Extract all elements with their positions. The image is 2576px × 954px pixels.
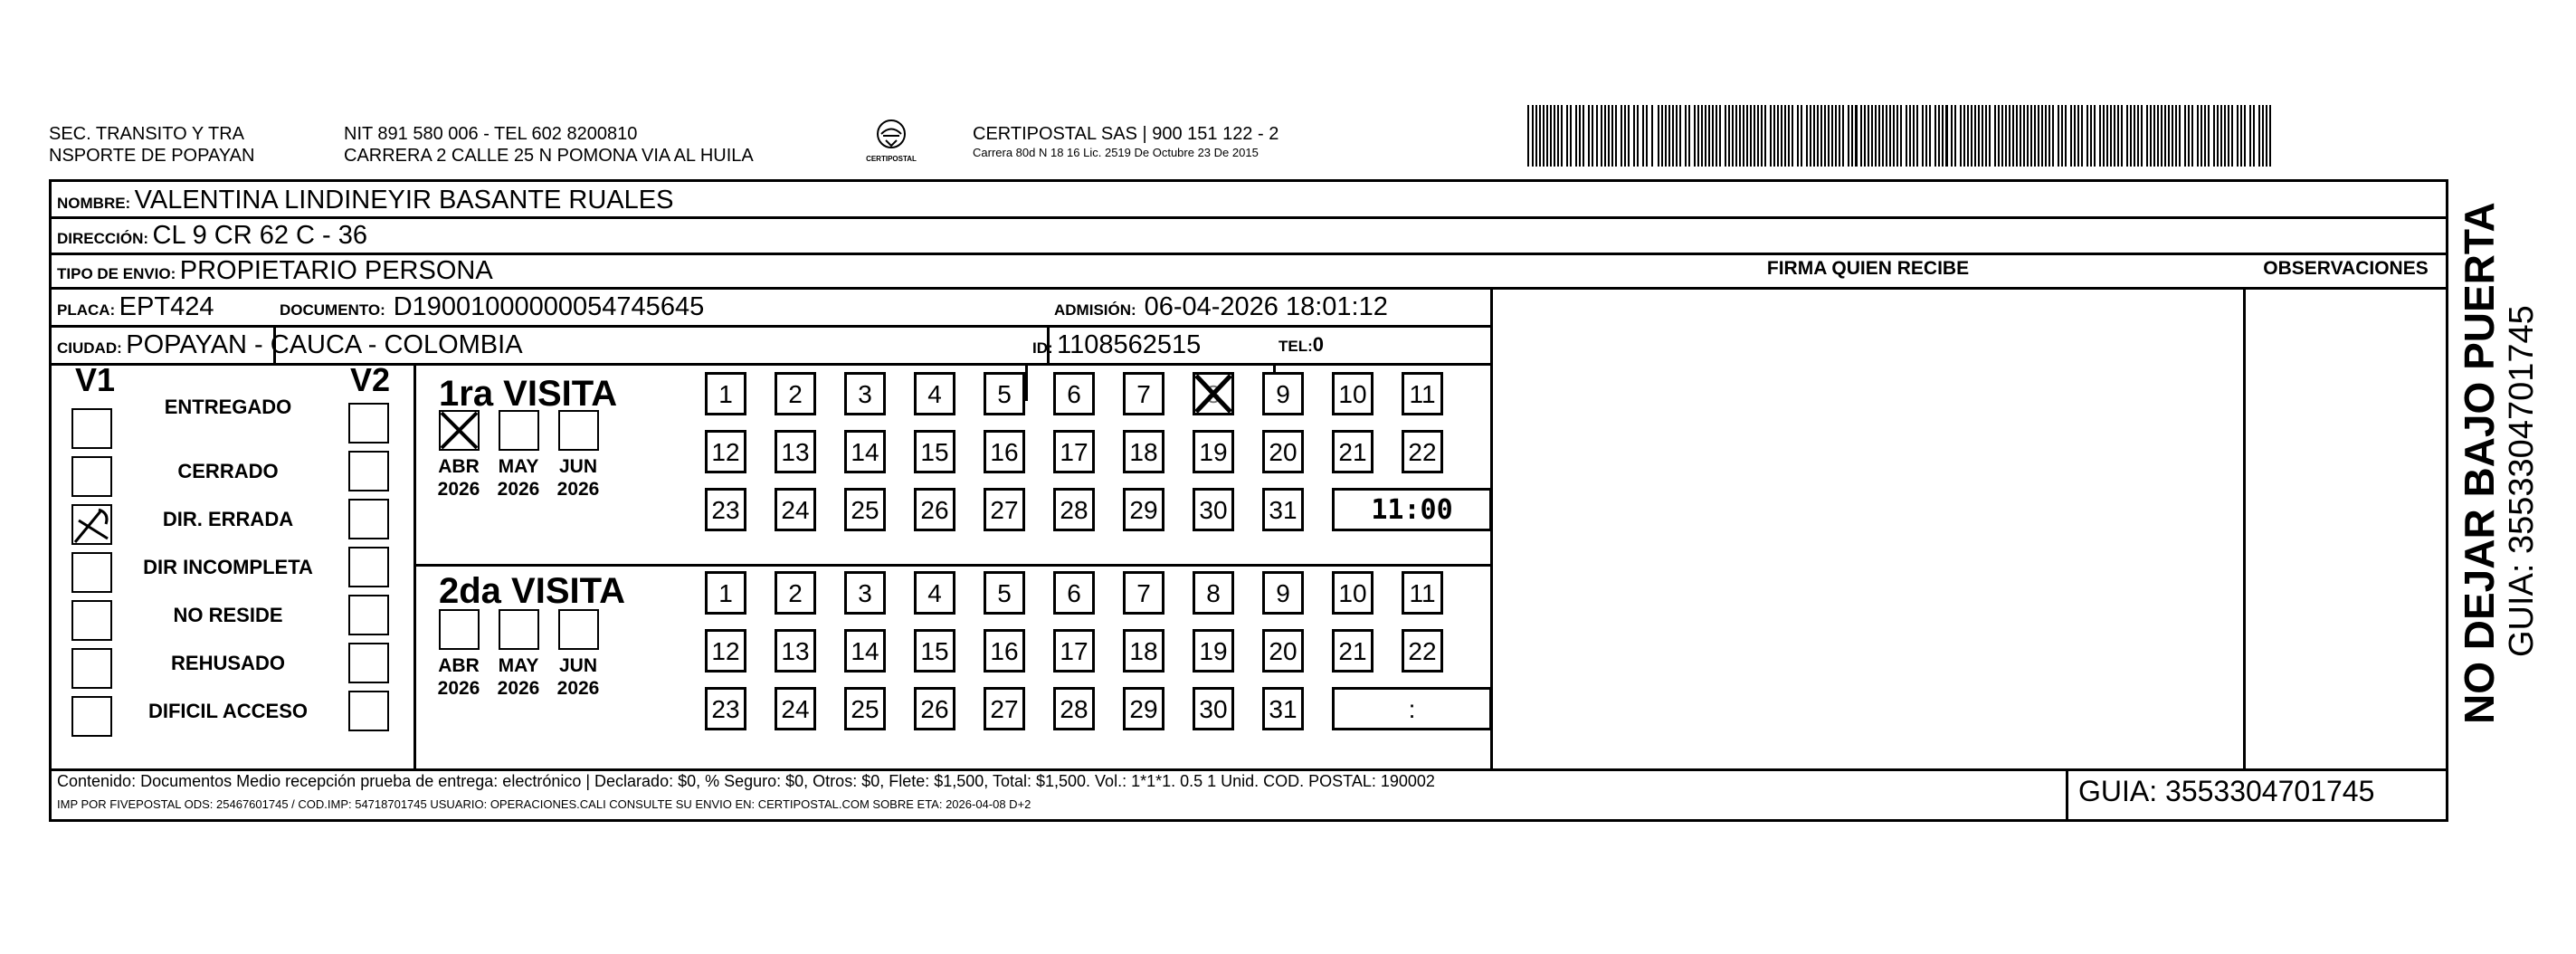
- tel-row: [1278, 329, 1324, 363]
- visit1-day-18[interactable]: 18: [1123, 430, 1164, 473]
- visit1-month-checkbox-may[interactable]: [499, 410, 539, 451]
- document-row: [280, 291, 704, 327]
- visit2-day-7[interactable]: 7: [1123, 571, 1164, 615]
- city-row: [57, 329, 523, 365]
- company-line: CERTIPOSTAL SAS | 900 151 122 - 2: [973, 124, 1279, 144]
- barcode: [1527, 105, 2271, 167]
- visit2-day-10[interactable]: 10: [1332, 571, 1374, 615]
- visit2-day-17[interactable]: 17: [1053, 629, 1095, 673]
- v2-checkbox-dificil-acceso[interactable]: [348, 691, 389, 731]
- status-label-dificil-acceso: DIFICIL ACCESO: [147, 700, 308, 722]
- v2-checkbox-rehusado[interactable]: [348, 643, 389, 683]
- v2-checkbox-dir-errada[interactable]: [348, 499, 389, 539]
- company-info: [973, 123, 1278, 161]
- visit2-day-5[interactable]: 5: [984, 571, 1025, 615]
- visit2-day-14[interactable]: 14: [844, 629, 886, 673]
- visit2-day-3[interactable]: 3: [844, 571, 886, 615]
- visit2-year-label: 2026: [497, 678, 540, 699]
- shipment-type: PROPIETARIO PERSONA: [179, 256, 493, 285]
- tel-value: 0: [1312, 333, 1325, 356]
- visit2-day-12[interactable]: 12: [705, 629, 746, 673]
- visit1-year-label: 2026: [437, 479, 480, 500]
- visit1-year-label: 2026: [497, 479, 540, 500]
- visit2-day-21[interactable]: 21: [1332, 629, 1374, 673]
- visit1-day-20[interactable]: 20: [1262, 430, 1304, 473]
- visit1-day-1[interactable]: 1: [705, 372, 746, 415]
- sender-line-1: SEC. TRANSITO Y TRA: [49, 124, 244, 144]
- check-mark-icon: [71, 504, 112, 545]
- side-notice: NO DEJAR BAJO PUERTA: [2456, 202, 2503, 724]
- visit1-day-26[interactable]: 26: [914, 488, 955, 531]
- recipient-address: CL 9 CR 62 C - 36: [152, 221, 367, 250]
- visit2-month-may: [490, 654, 547, 700]
- visit2-year-label: 2026: [437, 678, 480, 699]
- city-label: CIUDAD:: [57, 339, 122, 357]
- visit1-day-19[interactable]: 19: [1193, 430, 1234, 473]
- visit1-day-4[interactable]: 4: [914, 372, 955, 415]
- id-row: [1032, 329, 1201, 365]
- visit2-day-11[interactable]: 11: [1402, 571, 1443, 615]
- visit1-day-27[interactable]: 27: [984, 488, 1025, 531]
- visit2-title: 2da VISITA: [439, 571, 625, 611]
- name-row: [57, 185, 673, 220]
- svg-text:CERTIPOSTAL: CERTIPOSTAL: [866, 155, 917, 163]
- visit1-day-22[interactable]: 22: [1402, 430, 1443, 473]
- visit1-day-11[interactable]: 11: [1402, 372, 1443, 415]
- type-row: [57, 255, 493, 291]
- visit1-month-label: JUN: [558, 456, 597, 477]
- visit2-day-18[interactable]: 18: [1123, 629, 1164, 673]
- type-label: TIPO DE ENVIO:: [57, 265, 176, 282]
- footer-guia: GUIA: 3553304701745: [2078, 775, 2375, 807]
- visit1-day-7[interactable]: 7: [1123, 372, 1164, 415]
- sender-contact: [344, 123, 754, 167]
- visit2-day-22[interactable]: 22: [1402, 629, 1443, 673]
- visit1-day-23[interactable]: 23: [705, 488, 746, 531]
- address-line: CARRERA 2 CALLE 25 N POMONA VIA AL HUILA: [344, 146, 754, 166]
- visit2-day-19[interactable]: 19: [1193, 629, 1234, 673]
- visit1-day-24[interactable]: 24: [775, 488, 816, 531]
- status-label-dir-incompleta: DIR INCOMPLETA: [143, 556, 313, 578]
- visit2-day-30[interactable]: 30: [1193, 687, 1234, 730]
- status-label-cerrado: CERRADO: [177, 460, 279, 482]
- visit1-day-28[interactable]: 28: [1053, 488, 1095, 531]
- visit2-month-label: JUN: [558, 655, 597, 676]
- v2-checkbox-cerrado[interactable]: [348, 451, 389, 491]
- visit2-day-13[interactable]: 13: [775, 629, 816, 673]
- signature-header: FIRMA QUIEN RECIBE: [1766, 258, 1970, 279]
- visit2-month-checkbox-may[interactable]: [499, 609, 539, 650]
- admission-row: [1054, 291, 1388, 327]
- delivery-form: [49, 179, 2448, 822]
- visit2-day-4[interactable]: 4: [914, 571, 955, 615]
- visit2-day-29[interactable]: 29: [1123, 687, 1164, 730]
- visit1-month-label: ABR: [438, 456, 480, 477]
- admission-label: ADMISIÓN:: [1054, 301, 1136, 319]
- v1-checkbox-no-reside[interactable]: [71, 600, 112, 641]
- document-label: DOCUMENTO:: [280, 301, 385, 319]
- visit2-month-jun: [549, 654, 607, 700]
- v2-checkbox-dir-incompleta[interactable]: [348, 547, 389, 587]
- recipient-name: VALENTINA LINDINEYIR BASANTE RUALES: [134, 186, 674, 215]
- visit1-year-label: 2026: [556, 479, 600, 500]
- address-row: [57, 220, 367, 255]
- certipostal-logo: [846, 116, 936, 170]
- name-label: NOMBRE:: [57, 195, 131, 212]
- nit-line: NIT 891 580 006 - TEL 602 8200810: [344, 124, 638, 144]
- visit1-day-10[interactable]: 10: [1332, 372, 1374, 415]
- footer-print-info: IMP POR FIVEPOSTAL ODS: 25467601745 / COD.IMP: 54718701745 USUARIO: OPERACIONES.CALI CONSULTE SU ENVIO EN: CERTIPOSTAL.COM SOBRE ETA: 2026-04-08 D+2: [57, 797, 1031, 811]
- visit2-day-27[interactable]: 27: [984, 687, 1025, 730]
- visit1-day-8[interactable]: 8: [1193, 372, 1234, 415]
- address-label: DIRECCIÓN:: [57, 230, 149, 247]
- city-value: POPAYAN - CAUCA - COLOMBIA: [126, 330, 523, 359]
- visit2-day-15[interactable]: 15: [914, 629, 955, 673]
- status-label-entregado: ENTREGADO: [164, 396, 292, 418]
- visit1-month-abr: [430, 455, 488, 501]
- visit1-day-9[interactable]: 9: [1262, 372, 1304, 415]
- visit1-time-field[interactable]: 11:00: [1332, 488, 1492, 531]
- visit1-day-3[interactable]: 3: [844, 372, 886, 415]
- visit2-day-28[interactable]: 28: [1053, 687, 1095, 730]
- visit1-day-12[interactable]: 12: [705, 430, 746, 473]
- visit2-time-field[interactable]: :: [1332, 687, 1492, 730]
- visit2-day-16[interactable]: 16: [984, 629, 1025, 673]
- visit2-day-23[interactable]: 23: [705, 687, 746, 730]
- v2-header: V2: [350, 361, 391, 398]
- visit2-day-31[interactable]: 31: [1262, 687, 1304, 730]
- v1-checkbox-dir-errada[interactable]: [71, 504, 112, 545]
- plate-value: EPT424: [119, 292, 214, 321]
- id-label: ID:: [1032, 339, 1053, 357]
- admission-value: 06-04-2026 18:01:12: [1144, 292, 1388, 321]
- visit1-day-6[interactable]: 6: [1053, 372, 1095, 415]
- x-mark-icon: [439, 410, 480, 451]
- visit1-day-5[interactable]: 5: [984, 372, 1025, 415]
- visit1-day-30[interactable]: 30: [1193, 488, 1234, 531]
- visit2-year-label: 2026: [556, 678, 600, 699]
- visit2-day-2[interactable]: 2: [775, 571, 816, 615]
- visit2-month-label: MAY: [498, 655, 539, 676]
- v1-checkbox-dir-incompleta[interactable]: [71, 552, 112, 593]
- sender-name: [49, 123, 254, 167]
- v1-checkbox-dificil-acceso[interactable]: [71, 696, 112, 737]
- visit1-day-14[interactable]: 14: [844, 430, 886, 473]
- status-label-dir-errada: DIR. ERRADA: [162, 508, 294, 530]
- visit2-day-1[interactable]: 1: [705, 571, 746, 615]
- visit1-month-checkbox-jun[interactable]: [558, 410, 599, 451]
- visit2-month-checkbox-jun[interactable]: [558, 609, 599, 650]
- visit1-day-21[interactable]: 21: [1332, 430, 1374, 473]
- visit1-title: 1ra VISITA: [439, 374, 618, 414]
- v1-checkbox-cerrado[interactable]: [71, 456, 112, 497]
- v2-checkbox-no-reside[interactable]: [348, 595, 389, 635]
- v2-checkbox-entregado[interactable]: [348, 403, 389, 444]
- observations-header: OBSERVACIONES: [2263, 258, 2429, 279]
- visit1-month-checkbox-abr[interactable]: [439, 410, 480, 451]
- visit2-month-checkbox-abr[interactable]: [439, 609, 480, 650]
- id-value: 1108562515: [1057, 330, 1202, 359]
- visit2-month-abr: [430, 654, 488, 700]
- v1-checkbox-entregado[interactable]: [71, 408, 112, 449]
- plate-label: PLACA:: [57, 301, 116, 319]
- visit1-day-17[interactable]: 17: [1053, 430, 1095, 473]
- visit1-day-25[interactable]: 25: [844, 488, 886, 531]
- visit1-day-13[interactable]: 13: [775, 430, 816, 473]
- visit1-month-label: MAY: [498, 456, 539, 477]
- visit2-month-label: ABR: [438, 655, 480, 676]
- document-value: D19001000000054745645: [393, 292, 705, 321]
- tel-label: TEL:: [1278, 338, 1313, 355]
- v1-header: V1: [75, 361, 116, 398]
- visit2-day-6[interactable]: 6: [1053, 571, 1095, 615]
- visit1-day-31[interactable]: 31: [1262, 488, 1304, 531]
- license-line: Carrera 80d N 18 16 Lic. 2519 De Octubre 23 De 2015: [973, 146, 1259, 159]
- visit2-day-20[interactable]: 20: [1262, 629, 1304, 673]
- visit2-day-26[interactable]: 26: [914, 687, 955, 730]
- visit2-day-9[interactable]: 9: [1262, 571, 1304, 615]
- visit2-day-8[interactable]: 8: [1193, 571, 1234, 615]
- side-guia: GUIA: 3553304701745: [2503, 305, 2541, 657]
- visit1-month-jun: [549, 455, 607, 501]
- visit2-day-25[interactable]: 25: [844, 687, 886, 730]
- v1-checkbox-rehusado[interactable]: [71, 648, 112, 689]
- visit1-day-16[interactable]: 16: [984, 430, 1025, 473]
- status-label-rehusado: REHUSADO: [171, 652, 285, 674]
- visit1-month-may: [490, 455, 547, 501]
- visit1-day-15[interactable]: 15: [914, 430, 955, 473]
- visit1-day-29[interactable]: 29: [1123, 488, 1164, 531]
- footer-contents: Contenido: Documentos Medio recepción prueba de entrega: electrónico | Declarado: $0, % Seguro: $0, Otros: $0, Flete: $1,500, Total: $1,500. Vol.: 1*1*1. 0.5 1 Unid. COD. POSTAL: 190002: [57, 772, 1435, 790]
- plate-row: [57, 291, 214, 327]
- visit1-day-2[interactable]: 2: [775, 372, 816, 415]
- status-label-no-reside: NO RESIDE: [173, 604, 283, 626]
- sender-line-2: NSPORTE DE POPAYAN: [49, 146, 255, 166]
- visit2-day-24[interactable]: 24: [775, 687, 816, 730]
